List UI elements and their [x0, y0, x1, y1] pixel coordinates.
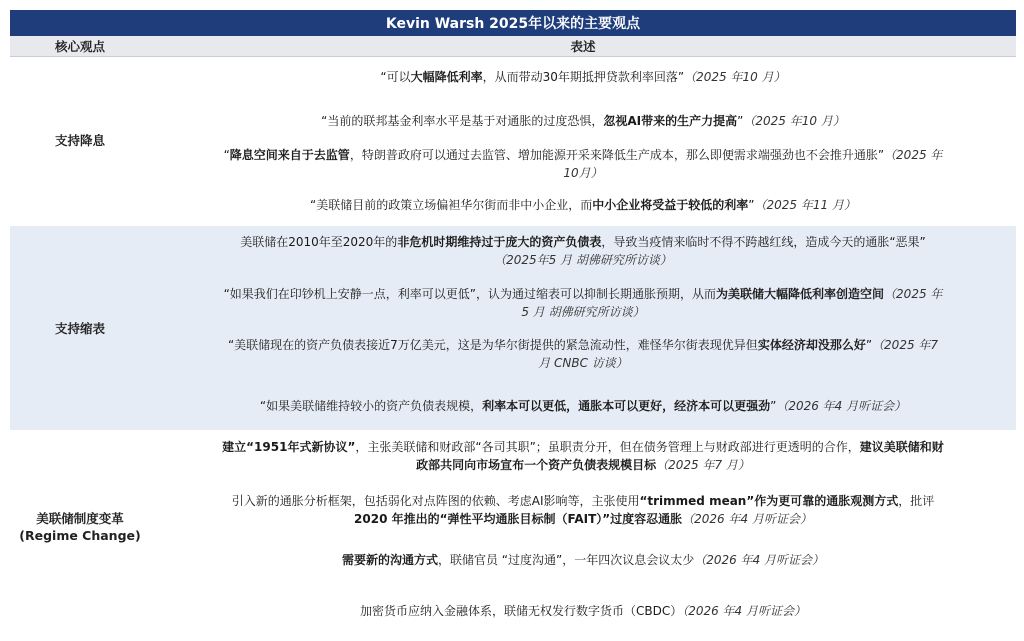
- source-date: （2025 年10 月）: [684, 70, 786, 84]
- source-date: 月 CNBC 访谈）: [538, 356, 628, 370]
- source-date: （2025 年: [884, 287, 943, 301]
- statement-text: ”: [865, 338, 873, 352]
- section-label-text: 支持缩表: [54, 320, 105, 336]
- section-label: [10, 226, 150, 430]
- statement-line: [150, 397, 1016, 415]
- statement-text: “美联储现在的资产负债表接近7万亿美元，这是为华尔街提供的紧急流动性，难怪华尔街表现优异但: [227, 338, 758, 352]
- statement-text: ”: [748, 198, 755, 212]
- statement-item: [150, 146, 1016, 182]
- statement-item: [150, 438, 1016, 474]
- statement-text: 美联储在2010年至2020年的: [240, 235, 398, 249]
- statement-item: [150, 551, 1016, 569]
- source-date: 10月）: [563, 166, 603, 180]
- statement-text: ，导致当疫情来临时不得不跨越红线，造成今天的通胀“恶果”: [601, 235, 926, 249]
- statement-line: [150, 602, 1016, 620]
- emphasis-text: “trimmed mean”作为更可靠的通胀观测方式: [639, 494, 899, 508]
- section-support-balance-sheet-reduction: [10, 226, 1016, 430]
- statement-text: ”: [770, 399, 777, 413]
- emphasis-text: 2020 年推出的“弹性平均通胀目标制（FAIT）”过度容忍通胀: [354, 512, 683, 526]
- column-header-core-view: 核心观点: [54, 39, 105, 54]
- source-date: （2026 年4 月听证会）: [682, 512, 812, 526]
- statement-line: [150, 303, 1016, 321]
- statement-line: [150, 551, 1016, 569]
- statement-item: [150, 196, 1016, 214]
- section-label-subtext: (Regime Change): [19, 528, 141, 543]
- source-date: （2025 年11 月）: [754, 198, 856, 212]
- statement-line: [150, 456, 1016, 474]
- statement-item: [150, 602, 1016, 620]
- statement-item: [150, 285, 1016, 321]
- emphasis-text: 建立“1951年式新协议”: [222, 440, 356, 454]
- statement-item: [150, 233, 1016, 269]
- source-date: 5 月 胡佛研究所访谈）: [521, 305, 645, 319]
- emphasis-text: 利率本可以更低，通胀本可以更好，经济本可以更强劲: [482, 399, 771, 413]
- statement-item: [150, 112, 1016, 130]
- emphasis-text: 降息空间来自于去监管: [229, 148, 350, 162]
- source-date: （2025 年7 月）: [656, 458, 750, 472]
- statement-line: [150, 112, 1016, 130]
- statement-line: [150, 233, 1016, 251]
- source-date: （2025 年: [884, 148, 943, 162]
- statement-text: ，批评: [898, 494, 935, 508]
- statement-line: [150, 251, 1016, 269]
- statement-text: ”: [737, 114, 744, 128]
- statement-line: [150, 492, 1016, 510]
- emphasis-text: 建议美联储和财: [859, 440, 944, 454]
- emphasis-text: 政部共同向市场宣布一个资产负债表规模目标: [416, 458, 657, 472]
- statement-text: “: [223, 148, 230, 162]
- section-support-rate-cut: [10, 57, 1016, 223]
- statement-text: 加密货币应纳入金融体系，联储无权发行数字货币（CBDC）: [359, 604, 683, 618]
- emphasis-text: 忽视AI带来的生产力提高: [603, 114, 738, 128]
- statement-item: [150, 68, 1016, 86]
- statement-text: ，从而带动30年期抵押贷款利率回落”: [482, 70, 685, 84]
- statement-line: [150, 68, 1016, 86]
- statement-line: [150, 164, 1016, 182]
- statement-line: [150, 285, 1016, 303]
- table-title: Kevin Warsh 2025年以来的主要观点: [10, 10, 1016, 36]
- statement-text: “如果美联储维持较小的资产负债表规模，: [259, 399, 483, 413]
- statement-line: [150, 510, 1016, 528]
- table-header: [10, 36, 1016, 57]
- source-date: （2026 年4 月听证会）: [694, 553, 825, 567]
- source-date: （2026 年4 月听证会）: [682, 604, 807, 618]
- statement-text: ，联储官员 “过度沟通”，一年四次议息会议太少: [437, 553, 695, 567]
- source-date: （2025 年10 月）: [743, 114, 845, 128]
- column-header-statement: 表述: [570, 39, 596, 54]
- statement-text: “如果我们在印钞机上安静一点，利率可以更低”，认为通过缩表可以抑制长期通胀预期，从而: [223, 287, 717, 301]
- source-date: （2026 年4 月听证会）: [776, 399, 907, 413]
- emphasis-text: 中小企业将受益于较低的利率: [592, 198, 749, 212]
- section-regime-change: [10, 432, 1016, 641]
- source-date: （2025年5 月 胡佛研究所访谈）: [494, 253, 672, 267]
- statement-line: [150, 146, 1016, 164]
- emphasis-text: 非危机时期维持过于庞大的资产负债表: [397, 235, 602, 249]
- statement-text: 引入新的通胀分析框架，包括弱化对点阵图的依赖、考虑AI影响等，主张使用: [231, 494, 640, 508]
- statement-item: [150, 492, 1016, 528]
- emphasis-text: 大幅降低利率: [410, 70, 483, 84]
- statement-text: “当前的联邦基金利率水平是基于对通胀的过度恐惧，: [321, 114, 604, 128]
- section-label-text: 美联储制度变革: [36, 511, 124, 526]
- section-label: [10, 507, 150, 547]
- statement-text: ，主张美联储和财政部“各司其职”；虽职责分开，但在债务管理上与财政部进行更透明的合作，: [355, 440, 860, 454]
- statement-line: [150, 438, 1016, 456]
- section-label: [10, 57, 150, 223]
- section-label-text: 支持降息: [54, 132, 105, 148]
- statement-line: [150, 196, 1016, 214]
- statement-text: “可以: [380, 70, 411, 84]
- statement-item: [150, 336, 1016, 372]
- statement-text: ，特朗普政府可以通过去监管、增加能源开采来降低生产成本，那么即便需求端强劲也不会推升通胀”: [349, 148, 885, 162]
- emphasis-text: 需要新的沟通方式: [341, 553, 438, 567]
- emphasis-text: 为美联储大幅降低利率创造空间: [716, 287, 885, 301]
- emphasis-text: 实体经济却没那么好: [757, 338, 866, 352]
- source-date: （2025 年7: [872, 338, 939, 352]
- statement-line: [150, 336, 1016, 354]
- statement-line: [150, 354, 1016, 372]
- statement-item: [150, 397, 1016, 415]
- statement-text: “美联储目前的政策立场偏袒华尔街而非中小企业，而: [310, 198, 593, 212]
